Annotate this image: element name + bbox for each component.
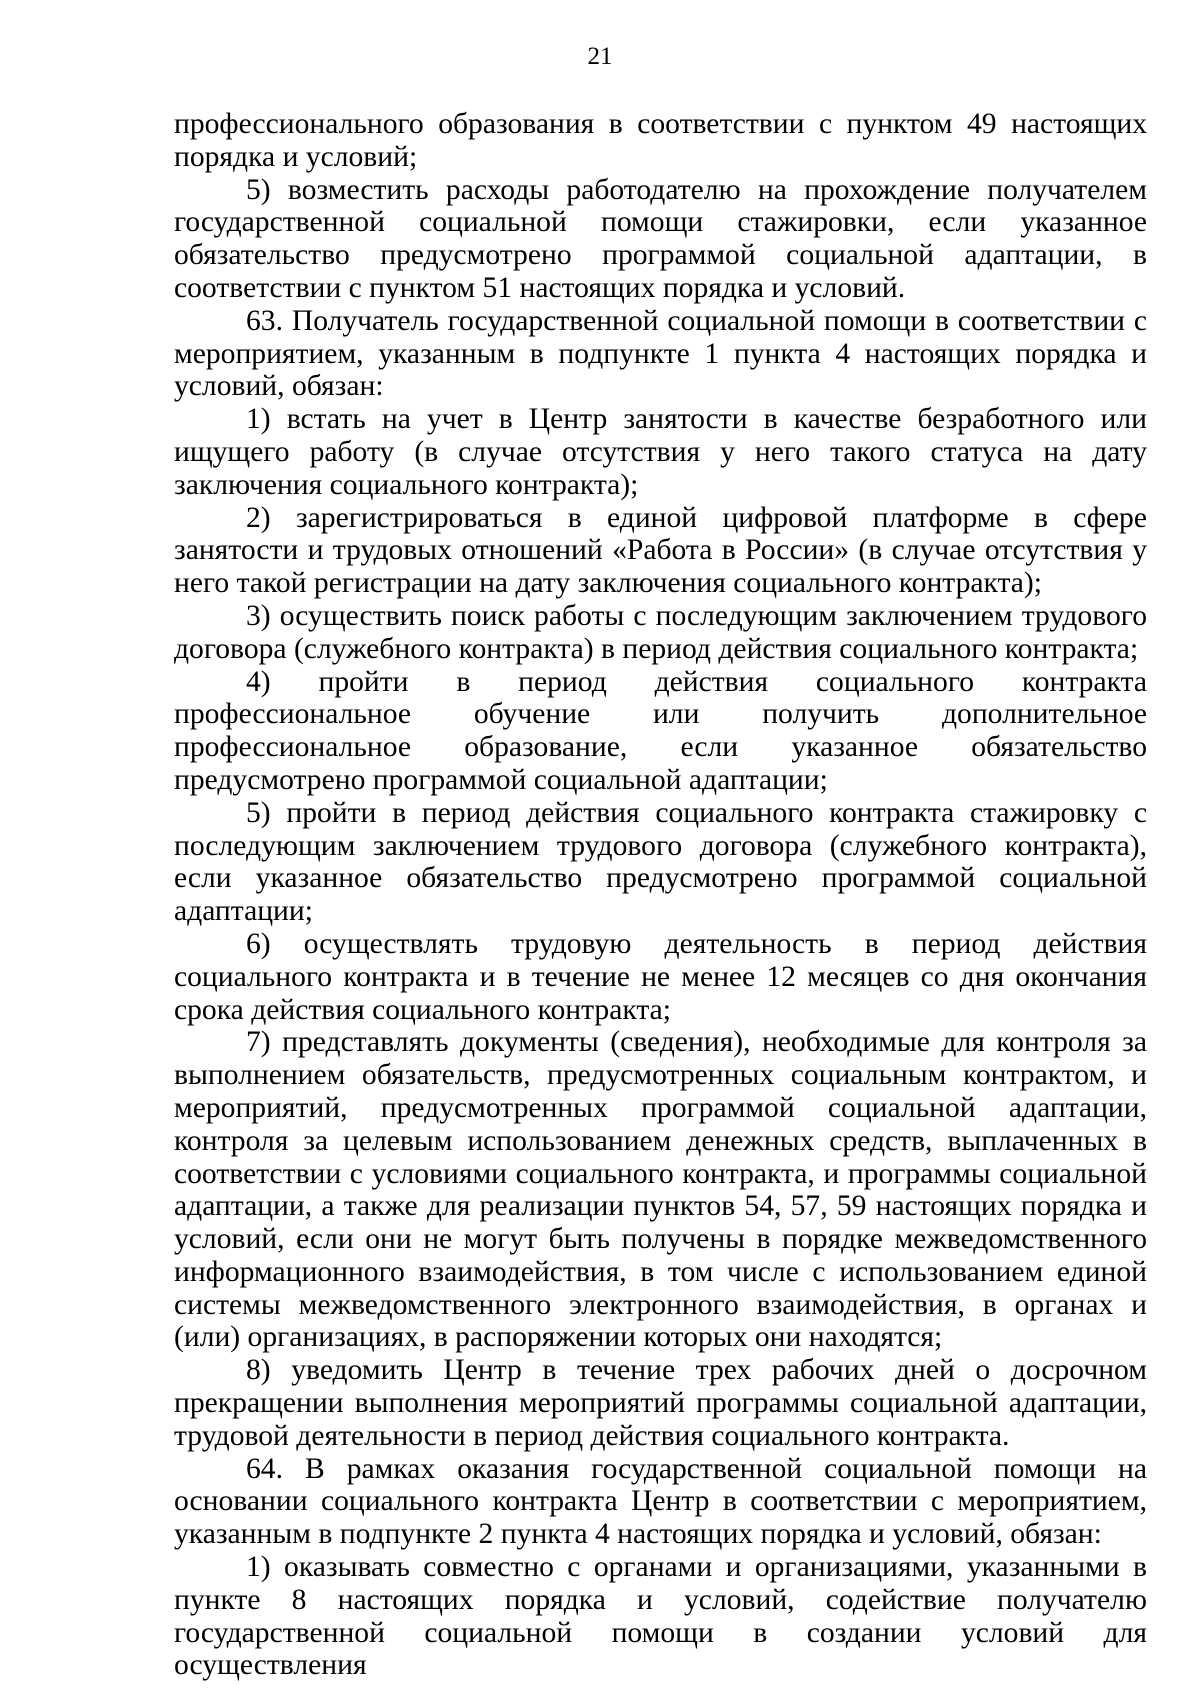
- paragraph: 1) встать на учет в Центр занятости в качестве безработного или ищущего работу (в случае отсутствия у него такого статуса на дату заключения социального контракта);: [174, 403, 1147, 501]
- paragraph: профессионального образования в соответствии с пунктом 49 настоящих порядка и условий;: [174, 108, 1147, 173]
- paragraph: 7) представлять документы (сведения), необходимые для контроля за выполнением обязательств, предусмотренных социальным контрактом, и мероприятий, предусмотренных программой социальной адаптации, контроля за целевым использованием денежных средств, выплаченных в соответствии с условиями социального контракта, и программы социальной адаптации, а также для реализации пунктов 54, 57, 59 настоящих порядка и условий, если они не могут быть получены в порядке межведомственного информационного взаимодействия, в том числе с использованием единой системы межведомственного электронного взаимодействия, в органах и (или) организациях, в распоряжении которых они находятся;: [174, 1026, 1147, 1354]
- paragraph: 1) оказывать совместно с органами и организациями, указанными в пункте 8 настоящих порядка и условий, содействие получателю государственной социальной помощи в создании условий для осуществления: [174, 1551, 1147, 1682]
- document-body: [174, 108, 1147, 1682]
- paragraph: 6) осуществлять трудовую деятельность в период действия социального контракта и в течение не менее 12 месяцев со дня окончания срока действия социального контракта;: [174, 927, 1147, 1026]
- paragraph: 63. Получатель государственной социальной помощи в соответствии с мероприятием, указанным в подпункте 1 пункта 4 настоящих порядка и условий, обязан:: [174, 304, 1147, 403]
- paragraph: 64. В рамках оказания государственной социальной помощи на основании социального контракта Центр в соответствии с мероприятием, указанным в подпункте 2 пункта 4 настоящих порядка и условий, обязан:: [174, 1452, 1147, 1551]
- paragraph: 4) пройти в период действия социального контракта профессиональное обучение или получить дополнительное профессиональное образование, если указанное обязательство предусмотрено программой социальной адаптации;: [174, 665, 1147, 796]
- paragraph: 2) зарегистрироваться в единой цифровой платформе в сфере занятости и трудовых отношений «Работа в России» (в случае отсутствия у него такой регистрации на дату заключения социального контракта);: [174, 501, 1147, 600]
- page-number: 21: [587, 43, 613, 70]
- paragraph: 5) возместить расходы работодателю на прохождение получателем государственной социальной помощи стажировки, если указанное обязательство предусмотрено программой социальной адаптации, в соответствии с пунктом 51 настоящих порядка и условий.: [174, 173, 1147, 304]
- paragraph: 3) осуществить поиск работы с последующим заключением трудового договора (служебного контракта) в период действия социального контракта;: [174, 599, 1147, 665]
- paragraph: 8) уведомить Центр в течение трех рабочих дней о досрочном прекращении выполнения мероприятий программы социальной адаптации, трудовой деятельности в период действия социального контракта.: [174, 1354, 1147, 1452]
- paragraph: 5) пройти в период действия социального контракта стажировку с последующим заключением трудового договора (служебного контракта), если указанное обязательство предусмотрено программой социальной адаптации;: [174, 796, 1147, 928]
